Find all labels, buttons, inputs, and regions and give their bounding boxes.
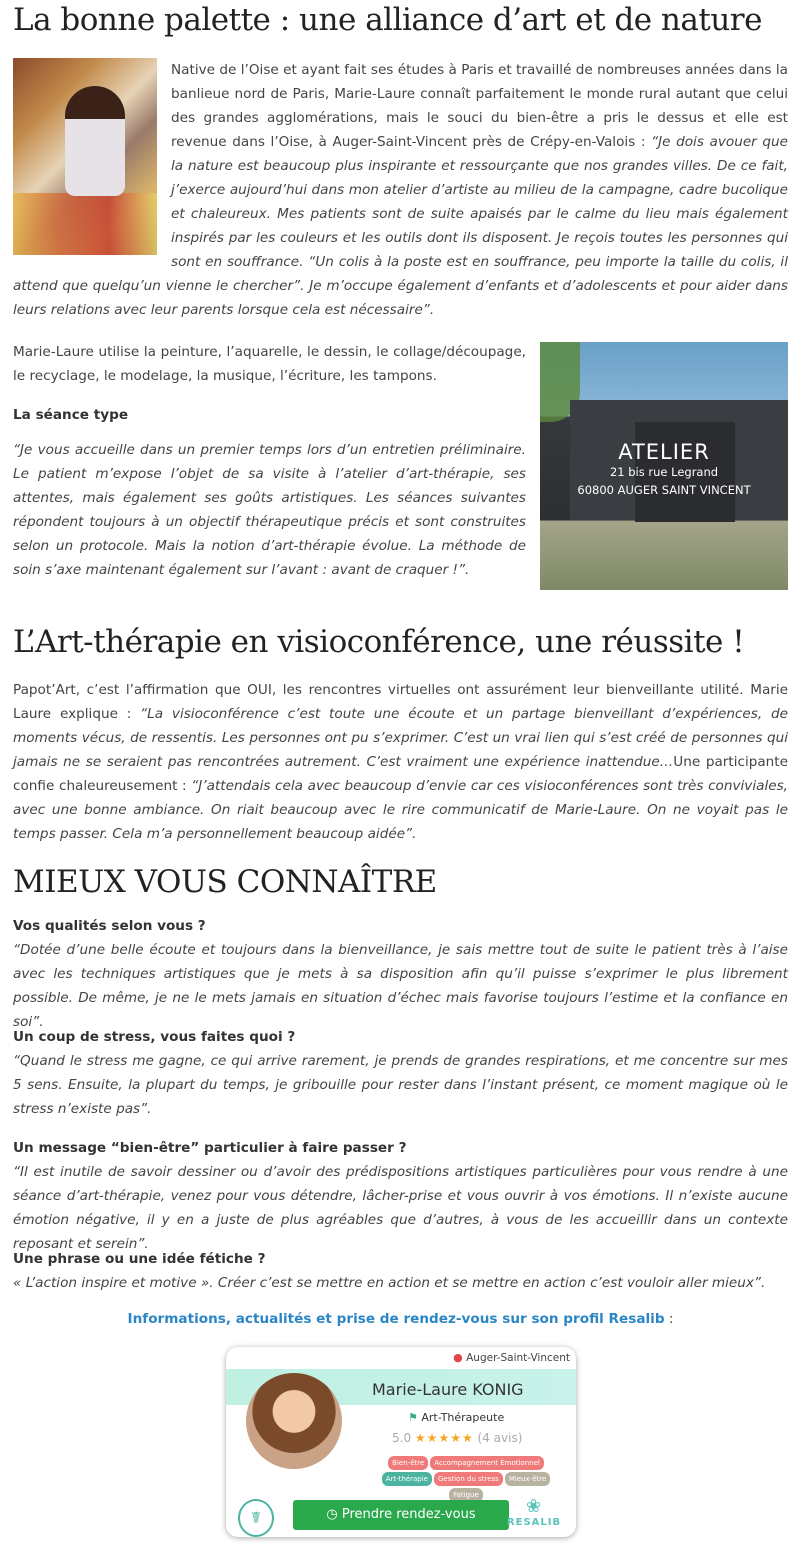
tag: Accompagnement Émotionnel (430, 1456, 544, 1470)
tag: Gestion du stress (434, 1472, 503, 1486)
graduation-cap-icon: ⚑ (408, 1411, 418, 1424)
qa-answer: « L’action inspire et motive ». Créer c’est se mettre en action et se mettre en action c’est vouloir aller mieux”. (13, 1275, 766, 1291)
resalib-logo: ❀ RESALIB (504, 1497, 564, 1528)
section-seance (13, 340, 788, 590)
atelier-photo (540, 342, 788, 590)
section-palette (13, 58, 788, 322)
qa-question: Vos qualités selon vous ? (13, 918, 206, 934)
qa-item (13, 1025, 788, 1121)
palette-paragraph: Native de l’Oise et ayant fait ses études à Paris et travaillé de nombreuses années dans la banlieue nord de Paris, Marie-Laure connaît parfaitement le monde rural autant que celui des grandes agglomérations, mais le souci du bien-être a pris le dessus et elle est revenue dans l’Oise, à Auger-Saint-Vincent près de Crépy-en-Valois : “Je dois avouer que la nature est beaucoup plus inspirante et ressourçante que nos grandes villes. De ce fait, j’exerce aujourd’hui dans mon atelier d’artiste au milieu de la campagne, cadre bucolique et chaleureux. Mes patients sont de suite apaisés par le calme du lieu mais également inspirés par les couleurs et les outils dont ils disposent. Je reçois toutes les personnes qui sont en souffrance. “Un colis à la poste est en souffrance, peu importe la taille du colis, il attend que quelqu’un vienne le chercher”. Je m’occupe également d’enfants et d’adolescents et pour aider dans leurs relations avec leur parents lorsque cela est nécessaire”. (13, 62, 788, 318)
resalib-link[interactable]: Informations, actualités et prise de rendez-vous sur son profil Resalib (127, 1311, 665, 1327)
qa-item (13, 1136, 788, 1256)
section-title-mieux: MIEUX VOUS CONNAÎTRE (13, 864, 437, 900)
practitioner-name: Marie-Laure KONIG (372, 1380, 524, 1399)
atelier-sign: ATELIER (618, 440, 710, 464)
seance-subtitle: La séance type (13, 407, 129, 423)
techniques-paragraph: Marie-Laure utilise la peinture, l’aquarelle, le dessin, le collage/découpage, le recyclage, le modelage, la musique, l’écriture, les tampons. (13, 344, 526, 384)
book-appointment-button[interactable]: ◷ Prendre rendez-vous (293, 1500, 509, 1530)
avatar (246, 1373, 342, 1469)
section-title-palette: La bonne palette : une alliance d’art et de nature (13, 2, 762, 38)
map-pin-icon: ● (453, 1351, 463, 1364)
palette-quote: “Je dois avouer que la nature est beaucoup plus inspirante et ressourçante que nos grandes villes. De ce fait, j’exerce aujourd’hui dans mon atelier d’artiste au milieu de la campagne, cadre bucolique et chaleureux. Mes patients sont de suite apaisés par le calme du lieu mais également inspirés par les couleurs et les outils dont ils disposent. Je reçois toutes les personnes qui sont en souffrance. “Un colis à la poste est en souffrance, peu importe la taille du colis, il attend que quelqu’un vienne le chercher”. Je m’occupe également d’enfants et d’adolescents et pour aider dans leurs relations avec leur parents lorsque cela est nécessaire”. (13, 134, 788, 318)
certification-badge-icon: ☤ (238, 1499, 274, 1537)
tag: Bien-être (388, 1456, 428, 1470)
resalib-profile-card[interactable] (226, 1347, 576, 1537)
qa-item (13, 1247, 788, 1295)
stars-icon: ★★★★★ (414, 1431, 474, 1445)
section-title-visio: L’Art-thérapie en visioconférence, une réussite ! (13, 624, 745, 660)
qa-answer: “Quand le stress me gagne, ce qui arrive rarement, je prends de grandes respirations, et me concentre sur mes 5 sens. Ensuite, la plupart du temps, je gribouille pour rester dans l’instant présent, ce moment magique où le stress n’existe pas”. (13, 1053, 788, 1117)
tag: Art-thérapie (382, 1472, 432, 1486)
tag: Mieux-être (505, 1472, 550, 1486)
resalib-logo-icon: ❀ (525, 1496, 543, 1517)
qa-item (13, 914, 788, 1034)
rating: 5.0 ★★★★★ (4 avis) (392, 1431, 523, 1445)
atelier-address-city: 60800 AUGER SAINT VINCENT (577, 483, 751, 497)
location-badge: ● Auger-Saint-Vincent (453, 1351, 570, 1364)
clock-icon: ◷ (326, 1507, 338, 1522)
visio-paragraph: Papot’Art, c’est l’affirmation que OUI, les rencontres virtuelles ont assurément leur bienveillante utilité. Marie Laure explique : “La visioconférence c’est toute une écoute et un partage bienveillant d’expériences, de moments vécus, de ressentis. Les personnes ont pu s’exprimer. C’est un vrai lien qui s’est créé de personnes qui jamais ne se seraient pas rencontrées autrement. C’est vraiment une expérience inattendue…Une participante confie chaleureusement : “J’attendais cela avec beaucoup d’envie car ces visioconférences sont très conviviales, avec une bonne ambiance. On riait beaucoup avec le rire communicatif de Marie-Laure. On ne voyait pas le temps passer. Cela m’a personnellement beaucoup aidée”. (13, 682, 788, 842)
tag: Fatigue (449, 1488, 483, 1502)
seance-quote: “Je vous accueille dans un premier temps lors d’un entretien préliminaire. Le patient m’expose l’objet de sa visite à l’atelier d’art-thérapie, ses attentes, mais également ses goûts artistiques. Les séances suivantes répondent toujours à un objectif thérapeutique précis et sont construites selon un protocole. Mais la notion d’art-thérapie évolue. La méthode de soin s’axe maintenant également sur l’avant : avant de craquer !”. (13, 442, 526, 578)
qa-answer: “Dotée d’une belle écoute et toujours dans la bienveillance, je sais mettre tout de suite le patient très à l’aise avec les techniques artistiques que je mets à sa disposition afin qu’il puisse s’exprimer le plus librement possible. De même, je ne le mets jamais en situation d’échec mais favorise toujours l’estime et la confiance en soi”. (13, 942, 788, 1030)
resalib-cta: Informations, actualités et prise de rendez-vous sur son profil Resalib : (127, 1311, 674, 1327)
artist-painting-photo (13, 58, 157, 255)
qa-question: Une phrase ou une idée fétiche ? (13, 1251, 266, 1267)
specialty-tags (366, 1454, 566, 1502)
section-visio (13, 678, 788, 846)
practitioner-job: ⚑ Art-Thérapeute (408, 1411, 505, 1424)
qa-answer: “Il est inutile de savoir dessiner ou d’avoir des prédispositions artistiques particulières pour vous rendre à une séance d’art-thérapie, venez pour vous détendre, lâcher-prise et vous ouvrir à vos émotions. Il n’existe aucune émotion négative, il y en a juste de plus agréables que d’autres, à vous de les accueillir dans un contexte reposant et serein”. (13, 1164, 788, 1252)
atelier-address-street: 21 bis rue Legrand (609, 465, 719, 479)
qa-question: Un message “bien-être” particulier à faire passer ? (13, 1140, 407, 1156)
qa-question: Un coup de stress, vous faites quoi ? (13, 1029, 296, 1045)
